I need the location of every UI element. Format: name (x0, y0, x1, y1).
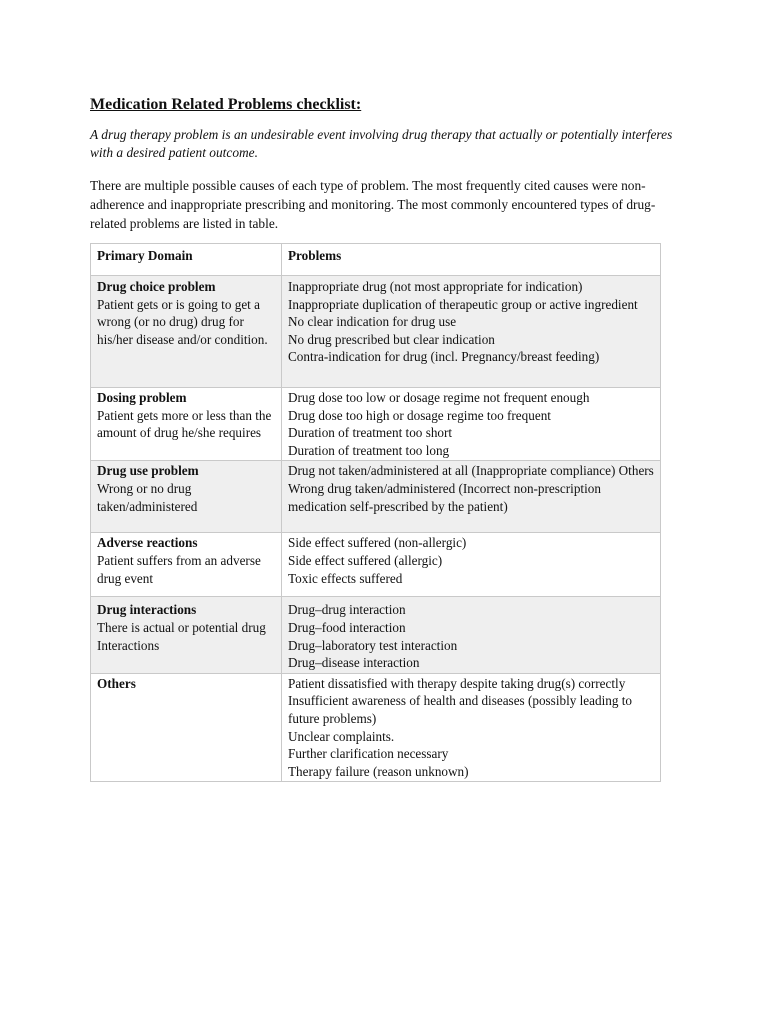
problems-cell (282, 388, 661, 461)
problem-item: Drug not taken/administered at all (Inappropriate compliance) Others (288, 463, 654, 479)
problem-item: Wrong drug taken/administered (Incorrect non-prescription medication self-prescribed by the patient) (288, 480, 601, 514)
table-row (91, 276, 661, 388)
problem-item: No clear indication for drug use (288, 314, 457, 330)
problems-cell (282, 533, 661, 597)
domain-cell (91, 276, 282, 388)
table-row (91, 388, 661, 461)
problem-item: Toxic effects suffered (288, 570, 403, 586)
problem-item: Inappropriate drug (not most appropriate for indication) (288, 279, 583, 294)
problems-cell (282, 276, 661, 388)
domain-name: Others (97, 675, 136, 691)
domain-name: Drug interactions (97, 602, 197, 618)
problem-item: Duration of treatment too long (288, 442, 450, 458)
domain-description: Patient suffers from an adverse drug event (97, 552, 261, 586)
header-problems: Problems (282, 244, 661, 276)
problem-item: Duration of treatment too short (288, 425, 453, 441)
domain-name: Drug use problem (97, 463, 199, 479)
domain-description: Patient gets more or less than the amount of drug he/she requires (97, 407, 272, 441)
problem-item: Further clarification necessary (288, 746, 449, 762)
domain-name: Dosing problem (97, 390, 187, 405)
domain-cell (91, 533, 282, 597)
problem-item: Side effect suffered (allergic) (288, 552, 443, 568)
problem-item: Drug–laboratory test interaction (288, 637, 458, 653)
header-primary-domain: Primary Domain (91, 244, 282, 276)
problems-cell (282, 673, 661, 782)
problem-item: Drug dose too high or dosage regime too frequent (288, 407, 551, 423)
domain-cell (91, 673, 282, 782)
domain-cell (91, 388, 282, 461)
table-header-row (91, 244, 661, 276)
domain-description: Wrong or no drug taken/administered (97, 480, 198, 514)
problems-cell (282, 597, 661, 673)
intro-paragraph: A drug therapy problem is an undesirable event involving drug therapy that actually or potentially interferes with a desired patient outcome. (90, 127, 673, 160)
table-row (91, 673, 661, 782)
domain-name: Adverse reactions (97, 535, 198, 551)
problem-item: Side effect suffered (non-allergic) (288, 535, 467, 551)
domain-description: There is actual or potential drug Interactions (97, 619, 266, 653)
problem-item: Drug–disease interaction (288, 655, 420, 671)
problem-item: Contra-indication for drug (incl. Pregnancy/breast feeding) (288, 349, 600, 365)
domain-cell (91, 597, 282, 673)
problem-item: No drug prescribed but clear indication (288, 331, 495, 347)
problems-table (90, 243, 661, 782)
domain-name: Drug choice problem (97, 279, 216, 294)
problem-item: Drug dose too low or dosage regime not frequent enough (288, 390, 590, 405)
domain-cell (91, 461, 282, 533)
problem-item: Unclear complaints. (288, 728, 395, 744)
table-row (91, 461, 661, 533)
document-title: Medication Related Problems checklist: (90, 96, 362, 113)
body-paragraph: There are multiple possible causes of each type of problem. The most frequently cited causes were non-adherence and inappropriate prescribing and monitoring. The most commonly encountered types of drug-related problems are listed in table. (90, 178, 656, 231)
problem-item: Inappropriate duplication of therapeutic group or active ingredient (288, 296, 638, 312)
problem-item: Therapy failure (reason unknown) (288, 763, 469, 779)
problem-item: Patient dissatisfied with therapy despite taking drug(s) correctly Insufficient awareness of health and diseases (possibly leading to future problems) (288, 675, 633, 726)
problem-item: Drug–drug interaction (288, 602, 406, 618)
problem-item: Drug–food interaction (288, 619, 406, 635)
domain-description: Patient gets or is going to get a wrong (or no drug) drug for his/her disease and/or condition. (97, 296, 268, 347)
table-row (91, 597, 661, 673)
table-row (91, 533, 661, 597)
problems-cell (282, 461, 661, 533)
